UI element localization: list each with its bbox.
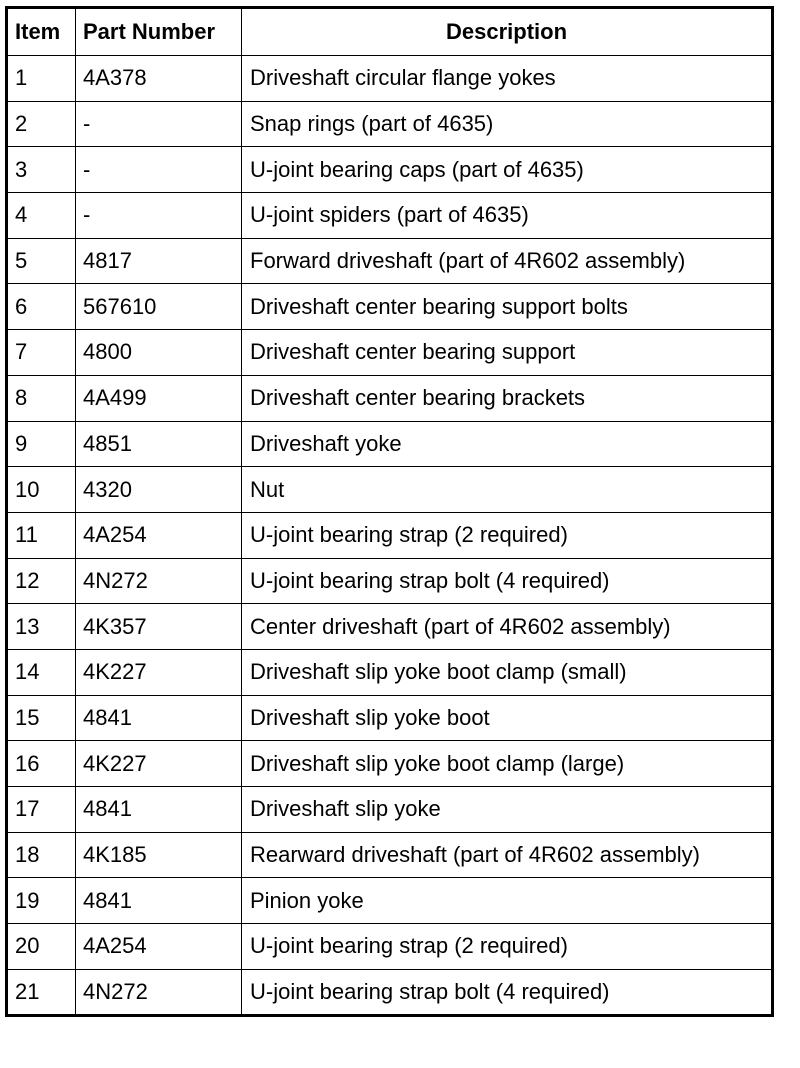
cell-part-number: 4A254 xyxy=(76,512,242,558)
cell-item: 6 xyxy=(7,284,76,330)
table-row xyxy=(7,924,773,970)
table-row xyxy=(7,101,773,147)
table-row xyxy=(7,741,773,787)
cell-part-number: 4N272 xyxy=(76,969,242,1016)
cell-item: 14 xyxy=(7,649,76,695)
cell-description: Rearward driveshaft (part of 4R602 assembly) xyxy=(242,832,773,878)
cell-item: 7 xyxy=(7,330,76,376)
cell-part-number: 4A499 xyxy=(76,375,242,421)
cell-description: Driveshaft slip yoke boot clamp (large) xyxy=(242,741,773,787)
cell-item: 20 xyxy=(7,924,76,970)
table-row xyxy=(7,878,773,924)
cell-description: U-joint bearing strap (2 required) xyxy=(242,512,773,558)
cell-description: Driveshaft slip yoke xyxy=(242,787,773,833)
table-row xyxy=(7,604,773,650)
table-row xyxy=(7,56,773,102)
cell-item: 18 xyxy=(7,832,76,878)
cell-description: Nut xyxy=(242,467,773,513)
cell-description: Driveshaft slip yoke boot clamp (small) xyxy=(242,649,773,695)
cell-part-number: 4K227 xyxy=(76,649,242,695)
cell-part-number: 4841 xyxy=(76,787,242,833)
table-row xyxy=(7,330,773,376)
table-row xyxy=(7,787,773,833)
table-row xyxy=(7,558,773,604)
cell-item: 3 xyxy=(7,147,76,193)
cell-item: 10 xyxy=(7,467,76,513)
cell-part-number: 4A378 xyxy=(76,56,242,102)
cell-part-number: 4841 xyxy=(76,695,242,741)
cell-item: 21 xyxy=(7,969,76,1016)
cell-part-number: 4A254 xyxy=(76,924,242,970)
cell-description: Driveshaft slip yoke boot xyxy=(242,695,773,741)
table-row xyxy=(7,238,773,284)
header-part-number: Part Number xyxy=(76,8,242,56)
cell-part-number: 4N272 xyxy=(76,558,242,604)
cell-description: Forward driveshaft (part of 4R602 assembly) xyxy=(242,238,773,284)
cell-part-number: 4K357 xyxy=(76,604,242,650)
cell-description: U-joint spiders (part of 4635) xyxy=(242,193,773,239)
cell-description: Pinion yoke xyxy=(242,878,773,924)
cell-part-number: 4841 xyxy=(76,878,242,924)
table-row xyxy=(7,695,773,741)
cell-part-number: 567610 xyxy=(76,284,242,330)
table-header-row xyxy=(7,8,773,56)
cell-part-number: 4K227 xyxy=(76,741,242,787)
table-row xyxy=(7,969,773,1016)
cell-item: 19 xyxy=(7,878,76,924)
cell-description: Center driveshaft (part of 4R602 assembly) xyxy=(242,604,773,650)
cell-item: 5 xyxy=(7,238,76,284)
cell-item: 11 xyxy=(7,512,76,558)
cell-item: 13 xyxy=(7,604,76,650)
cell-item: 2 xyxy=(7,101,76,147)
table-row xyxy=(7,649,773,695)
cell-part-number: 4K185 xyxy=(76,832,242,878)
cell-part-number: 4817 xyxy=(76,238,242,284)
cell-item: 8 xyxy=(7,375,76,421)
table-row xyxy=(7,284,773,330)
cell-item: 15 xyxy=(7,695,76,741)
cell-part-number: - xyxy=(76,147,242,193)
cell-description: U-joint bearing strap bolt (4 required) xyxy=(242,969,773,1016)
header-description: Description xyxy=(242,8,773,56)
cell-part-number: - xyxy=(76,193,242,239)
table-row xyxy=(7,147,773,193)
cell-description: U-joint bearing strap bolt (4 required) xyxy=(242,558,773,604)
cell-description: U-joint bearing caps (part of 4635) xyxy=(242,147,773,193)
cell-item: 17 xyxy=(7,787,76,833)
table-row xyxy=(7,421,773,467)
cell-description: Driveshaft center bearing support bolts xyxy=(242,284,773,330)
cell-description: Driveshaft circular flange yokes xyxy=(242,56,773,102)
cell-description: Driveshaft yoke xyxy=(242,421,773,467)
table-row xyxy=(7,375,773,421)
table-row xyxy=(7,467,773,513)
cell-description: Driveshaft center bearing support xyxy=(242,330,773,376)
table-row xyxy=(7,832,773,878)
cell-item: 12 xyxy=(7,558,76,604)
header-item: Item xyxy=(7,8,76,56)
parts-table xyxy=(5,6,774,1017)
cell-description: U-joint bearing strap (2 required) xyxy=(242,924,773,970)
cell-item: 1 xyxy=(7,56,76,102)
table-body xyxy=(7,56,773,1016)
cell-item: 16 xyxy=(7,741,76,787)
cell-part-number: 4851 xyxy=(76,421,242,467)
cell-part-number: 4320 xyxy=(76,467,242,513)
cell-item: 4 xyxy=(7,193,76,239)
table-row xyxy=(7,193,773,239)
cell-part-number: 4800 xyxy=(76,330,242,376)
cell-description: Driveshaft center bearing brackets xyxy=(242,375,773,421)
cell-item: 9 xyxy=(7,421,76,467)
table-row xyxy=(7,512,773,558)
cell-part-number: - xyxy=(76,101,242,147)
cell-description: Snap rings (part of 4635) xyxy=(242,101,773,147)
